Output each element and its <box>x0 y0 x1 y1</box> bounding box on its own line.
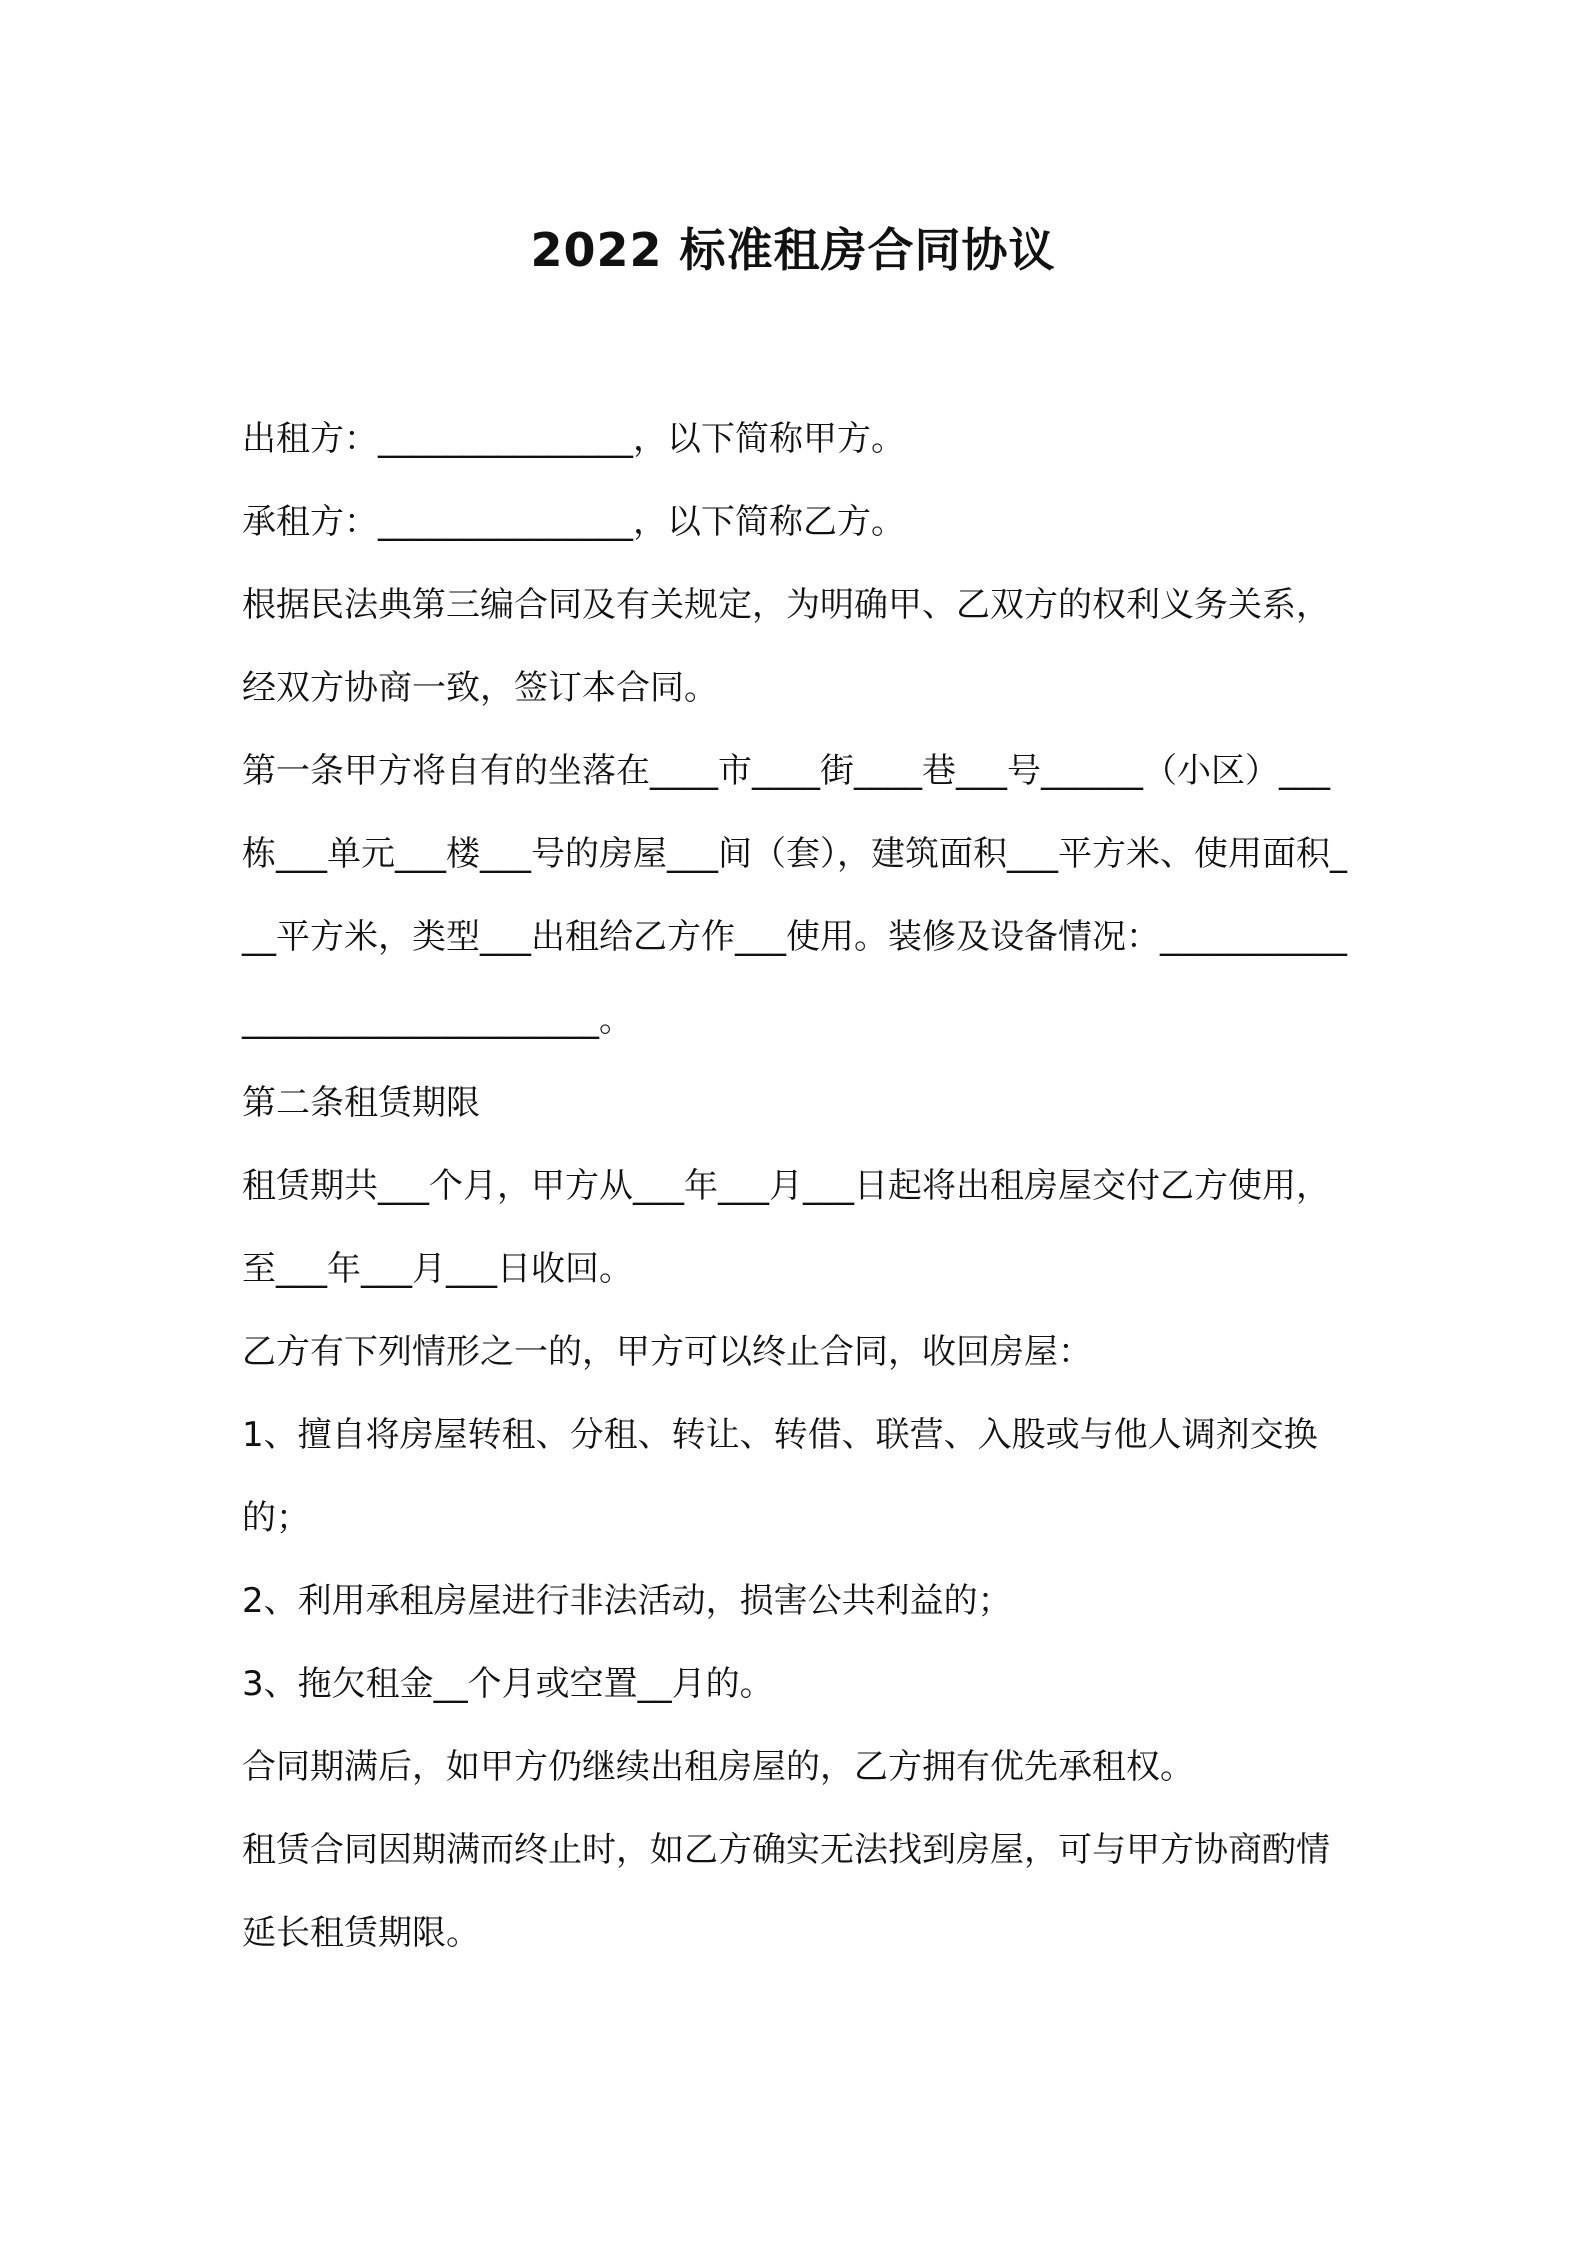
paragraph-lease-term: 租赁期共___个月，甲方从___年___月___日起将出租房屋交付乙方使用，至___年___月___日收回。 <box>242 1166 1330 1289</box>
document-title: 2022 标准租房合同协议 <box>530 223 1056 277</box>
paragraph-basis: 根据民法典第三编合同及有关规定，为明确甲、乙双方的权利义务关系，经双方协商一致，签订本合同。 <box>242 585 1330 708</box>
list-item-condition-2: 2、利用承租房屋进行非法活动，损害公共利益的； <box>242 1581 1012 1621</box>
paragraph-article-two-heading: 第二条租赁期限 <box>242 1083 480 1123</box>
paragraph-lessor: 出租方：_______________，以下简称甲方。 <box>242 419 905 459</box>
list-item-condition-3: 3、拖欠租金__个月或空置__月的。 <box>242 1664 774 1704</box>
paragraph-priority-right: 合同期满后，如甲方仍继续出租房屋的，乙方拥有优先承租权。 <box>242 1747 1194 1787</box>
paragraph-extension: 租赁合同因期满而终止时，如乙方确实无法找到房屋，可与甲方协商酌情延长租赁期限。 <box>242 1830 1330 1953</box>
paragraph-article-one: 第一条甲方将自有的坐落在____市____街____巷___号______（小区）___栋___单元___楼___号的房屋___间（套），建筑面积___平方米、使用面积___平方米，类型___出租给乙方作___使用。装修及设备情况：________________________________。 <box>242 751 1347 1040</box>
paragraph-lessee: 承租方：_______________，以下简称乙方。 <box>242 502 905 542</box>
document-body <box>242 398 1362 1975</box>
list-item-condition-1: 1、擅自将房屋转租、分租、转让、转借、联营、入股或与他人调剂交换的； <box>242 1415 1318 1538</box>
paragraph-termination-conditions: 乙方有下列情形之一的，甲方可以终止合同，收回房屋： <box>242 1332 1092 1372</box>
